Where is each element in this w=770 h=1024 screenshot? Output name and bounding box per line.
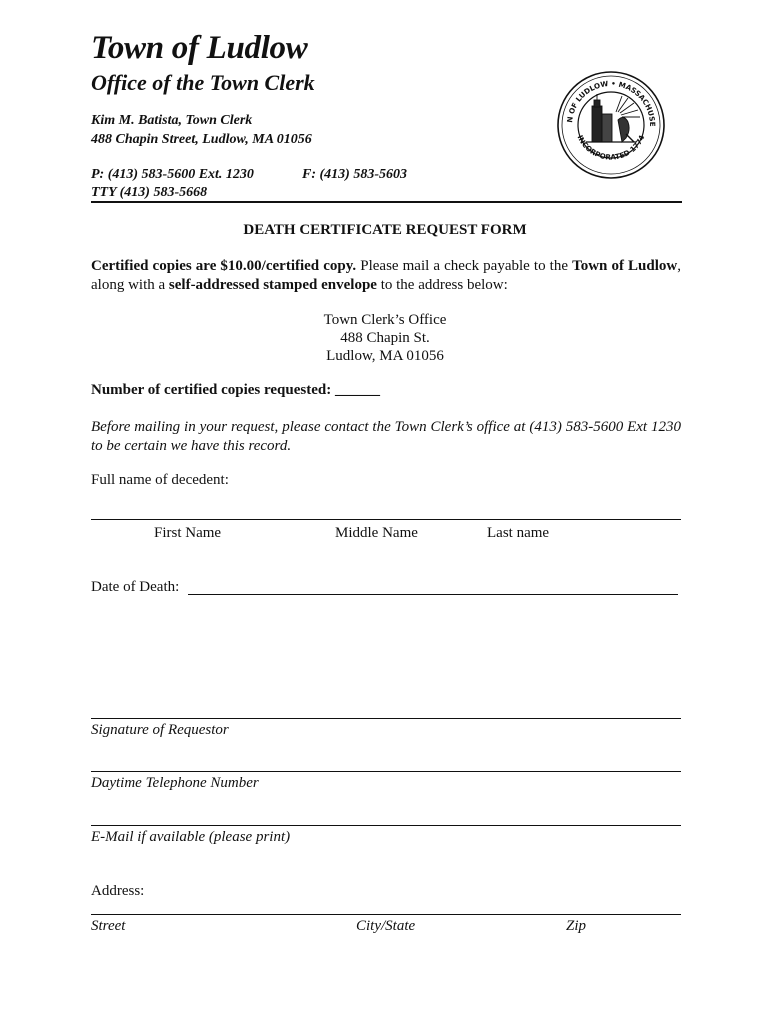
- phone-label: Daytime Telephone Number: [91, 775, 259, 791]
- mailing-line-1: Town Clerk’s Office: [323, 312, 447, 328]
- mailing-address: [0, 311, 770, 365]
- last-name-label: Last name: [487, 525, 550, 541]
- form-title: DEATH CERTIFICATE REQUEST FORM: [243, 222, 527, 238]
- header-divider: [91, 201, 682, 203]
- decedent-name-line[interactable]: [91, 519, 681, 520]
- copies-blank[interactable]: ______: [334, 382, 380, 398]
- svg-text:TOWN OF LUDLOW • MASSACHUSETTS: N OF LUDLOW • MASSACHUSE: [564, 78, 658, 127]
- envelope-requirement: self-addressed stamped envelope: [168, 277, 377, 293]
- fee-paragraph: [91, 257, 681, 295]
- office-subtitle: Office of the Town Clerk: [91, 70, 315, 95]
- tty-number: TTY (413) 583-5668: [91, 185, 208, 200]
- mailing-line-3: Ludlow, MA 01056: [326, 348, 444, 364]
- copies-requested: [91, 382, 380, 399]
- address-line[interactable]: [91, 914, 681, 915]
- contact-note: Before mailing in your request, please contact the Town Clerk’s office at (413) 583-5600 Ext 1230 to be certain we have this record.: [91, 419, 681, 454]
- date-of-death-line[interactable]: [188, 594, 678, 595]
- mailing-line-2: 488 Chapin St.: [340, 330, 430, 346]
- fee-text-1: Please mail a check payable to the: [356, 258, 573, 274]
- street-label: Street: [91, 918, 126, 934]
- town-title: Town of Ludlow: [91, 30, 308, 66]
- signature-label: Signature of Requestor: [91, 722, 229, 738]
- signature-line[interactable]: [91, 718, 681, 719]
- city-state-label: City/State: [356, 918, 416, 934]
- fee-text-2: , along with a: [91, 258, 681, 293]
- phone-number: P: (413) 583-5600 Ext. 1230: [91, 167, 254, 182]
- address-label: Address:: [91, 883, 145, 899]
- payee-name: Town of Ludlow: [572, 258, 678, 274]
- email-line[interactable]: [91, 825, 681, 826]
- svg-text:INCORPORATED 1774: INCORPORATED 1774: [575, 133, 647, 162]
- fee-amount: Certified copies are $10.00/certified copy.: [91, 258, 357, 274]
- copies-label: Number of certified copies requested:: [91, 382, 332, 398]
- first-name-label: First Name: [154, 525, 222, 541]
- town-seal-icon: [556, 70, 666, 180]
- middle-name-label: Middle Name: [335, 525, 418, 541]
- fee-text-3: to the address below:: [376, 277, 508, 293]
- email-label: E-Mail if available (please print): [91, 829, 291, 845]
- phone-line[interactable]: [91, 771, 681, 772]
- decedent-label: Full name of decedent:: [91, 472, 229, 488]
- date-of-death-label: Date of Death:: [91, 579, 180, 595]
- zip-label: Zip: [566, 918, 587, 934]
- fax-number: F: (413) 583-5603: [302, 167, 407, 182]
- clerk-name: Kim M. Batista, Town Clerk: [91, 113, 253, 128]
- clerk-address: 488 Chapin Street, Ludlow, MA 01056: [91, 132, 312, 147]
